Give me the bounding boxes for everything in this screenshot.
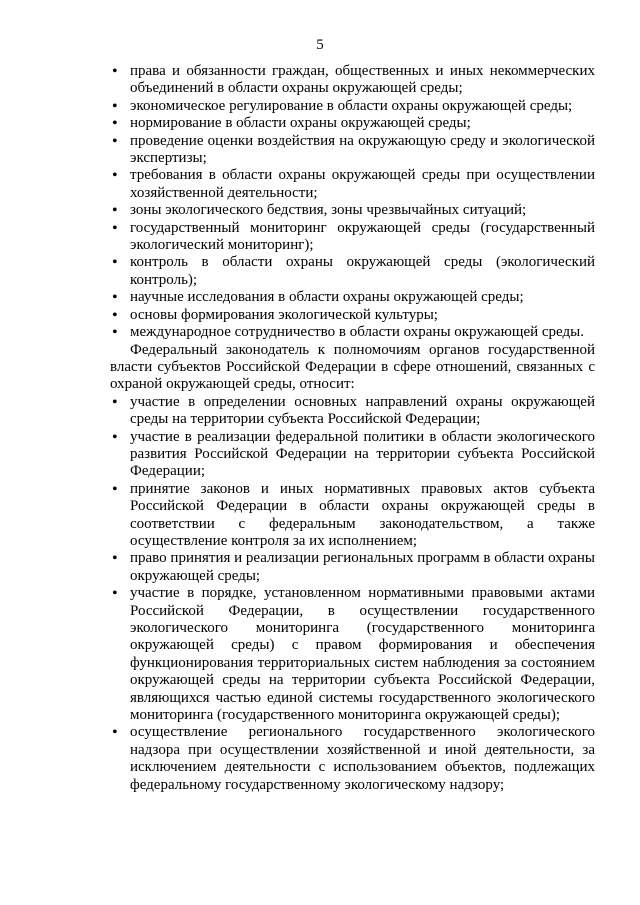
list-item: • экономическое регулирование в области охраны окружающей среды; [110, 98, 595, 115]
list-item: • участие в реализации федеральной политики в области экологического развития Российской Федерации на территории субъекта Российской Федерации; [110, 429, 595, 481]
body-paragraph: Федеральный законодатель к полномочиям органов государственной власти субъектов Российской Федерации в сфере отношений, связанных с охраной окружающей среды, относит: [110, 341, 595, 393]
list-item: • основы формирования экологической культуры; [110, 307, 595, 324]
list-item: • научные исследования в области охраны окружающей среды; [110, 289, 595, 306]
page-number: 5 [316, 37, 324, 53]
list-item: • международное сотрудничество в области охраны окружающей среды. [110, 324, 595, 341]
list-item: • право принятия и реализации региональных программ в области охраны окружающей среды; [110, 550, 595, 585]
list-item: • принятие законов и иных нормативных правовых актов субъекта Российской Федерации в области охраны окружающей среды в соответствии с федеральным законодательством, а также осуществление контроля за их исполнением; [110, 481, 595, 551]
powers-list-regional [110, 394, 595, 794]
list-item: • участие в порядке, установленном нормативными правовыми актами Российской Федерации, в осуществлении государственного экологического мониторинга (государственного мониторинга окружающей среды) с правом формирования и обеспечения функционирования территориальных систем наблюдения за состоянием окружающей среды на территории субъекта Российской Федерации, являющихся частью единой системы государственного экологического мониторинга (государственного мониторинга окружающей среды); [110, 585, 595, 724]
list-item: • требования в области охраны окружающей среды при осуществлении хозяйственной деятельности; [110, 167, 595, 202]
list-item: • зоны экологического бедствия, зоны чрезвычайных ситуаций; [110, 202, 595, 219]
document-body [110, 63, 595, 794]
list-item: • осуществление регионального государственного экологического надзора при осуществлении хозяйственной и иной деятельности, за исключением деятельности с использованием объектов, подлежащих федеральному государственному экологическому надзору; [110, 724, 595, 794]
list-item: • контроль в области охраны окружающей среды (экологический контроль); [110, 254, 595, 289]
list-item: • государственный мониторинг окружающей среды (государственный экологический мониторинг); [110, 220, 595, 255]
list-item: • участие в определении основных направлений охраны окружающей среды на территории субъекта Российской Федерации; [110, 394, 595, 429]
powers-list-federal [110, 63, 595, 342]
list-item: • права и обязанности граждан, общественных и иных некоммерческих объединений в области охраны окружающей среды; [110, 63, 595, 98]
list-item: • нормирование в области охраны окружающей среды; [110, 115, 595, 132]
list-item: • проведение оценки воздействия на окружающую среду и экологической экспертизы; [110, 133, 595, 168]
